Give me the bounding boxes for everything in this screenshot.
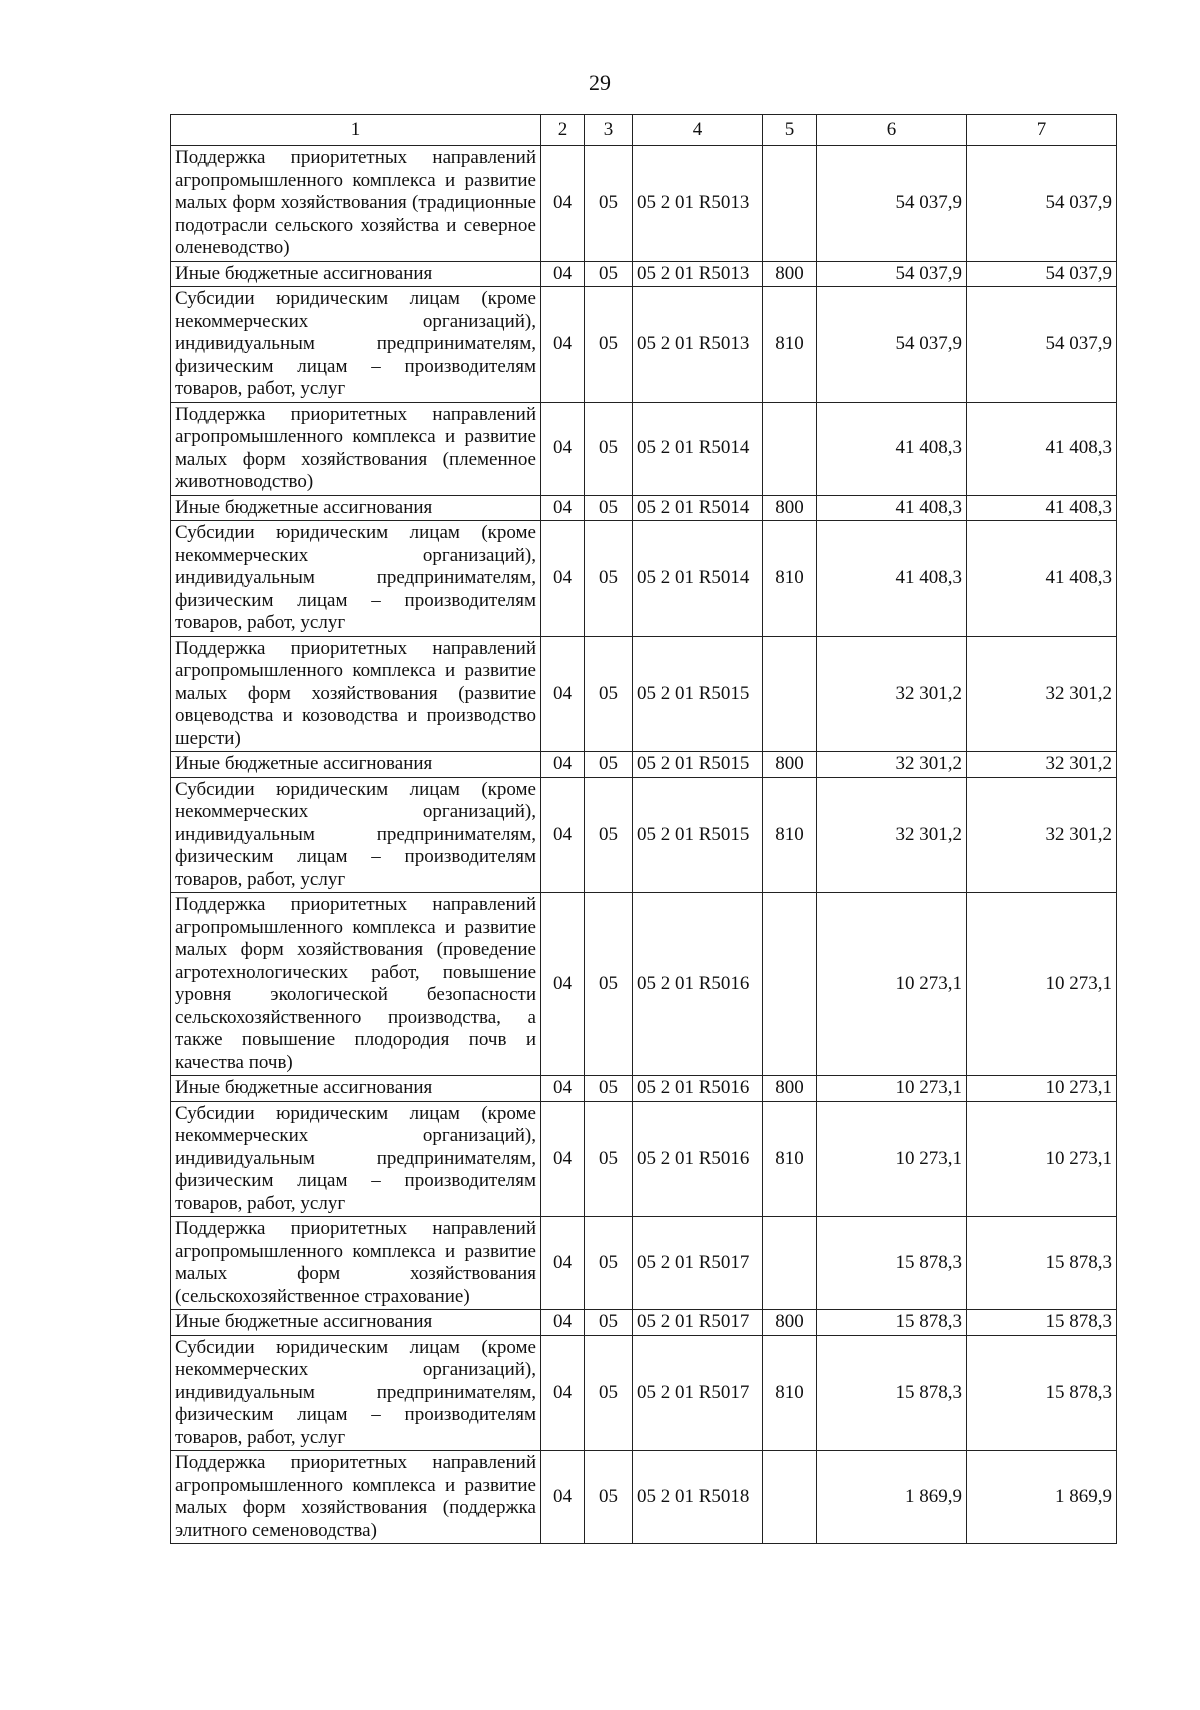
amount-cell-col6: 54 037,9 [817,261,967,287]
target-article-cell: 05 2 01 R5018 [633,1451,763,1544]
section-cell: 04 [541,1335,585,1451]
table-row [171,146,1117,262]
row-name-cell: Иные бюджетные ассигнования [171,1076,541,1102]
subsection-cell: 05 [585,1217,633,1310]
subsection-cell: 05 [585,287,633,403]
target-article-cell: 05 2 01 R5013 [633,146,763,262]
amount-cell-col7: 54 037,9 [967,261,1117,287]
amount-cell-col6: 1 869,9 [817,1451,967,1544]
subsection-cell: 05 [585,1310,633,1336]
expense-type-cell: 810 [763,521,817,637]
expense-type-cell [763,1217,817,1310]
subsection-cell: 05 [585,636,633,752]
subsection-cell: 05 [585,402,633,495]
target-article-cell: 05 2 01 R5016 [633,893,763,1076]
table-row [171,1076,1117,1102]
section-cell: 04 [541,146,585,262]
table-row [171,1101,1117,1217]
amount-cell-col7: 15 878,3 [967,1310,1117,1336]
table-row [171,777,1117,893]
expense-type-cell [763,1451,817,1544]
subsection-cell: 05 [585,261,633,287]
target-article-cell: 05 2 01 R5013 [633,287,763,403]
amount-cell-col6: 32 301,2 [817,752,967,778]
amount-cell-col7: 32 301,2 [967,777,1117,893]
row-name-cell: Субсидии юридическим лицам (кроме некоммерческих организаций), индивидуальным предпринимателям, физическим лицам – производителям товаров, работ, услуг [171,287,541,403]
amount-cell-col6: 15 878,3 [817,1310,967,1336]
table-row [171,1217,1117,1310]
section-cell: 04 [541,402,585,495]
table-row [171,1310,1117,1336]
section-cell: 04 [541,777,585,893]
expense-type-cell [763,402,817,495]
row-name-cell: Субсидии юридическим лицам (кроме некоммерческих организаций), индивидуальным предпринимателям, физическим лицам – производителям товаров, работ, услуг [171,777,541,893]
section-cell: 04 [541,636,585,752]
expense-type-cell: 810 [763,1335,817,1451]
amount-cell-col6: 15 878,3 [817,1217,967,1310]
amount-cell-col6: 32 301,2 [817,777,967,893]
section-cell: 04 [541,893,585,1076]
section-cell: 04 [541,1101,585,1217]
amount-cell-col6: 54 037,9 [817,287,967,403]
target-article-cell: 05 2 01 R5016 [633,1101,763,1217]
amount-cell-col6: 41 408,3 [817,521,967,637]
amount-cell-col7: 10 273,1 [967,1101,1117,1217]
row-name-cell: Субсидии юридическим лицам (кроме некоммерческих организаций), индивидуальным предпринимателям, физическим лицам – производителям товаров, работ, услуг [171,1101,541,1217]
row-name-cell: Субсидии юридическим лицам (кроме некоммерческих организаций), индивидуальным предпринимателям, физическим лицам – производителям товаров, работ, услуг [171,521,541,637]
amount-cell-col7: 41 408,3 [967,521,1117,637]
subsection-cell: 05 [585,495,633,521]
budget-table [170,114,1117,1544]
expense-type-cell: 800 [763,261,817,287]
amount-cell-col6: 15 878,3 [817,1335,967,1451]
section-cell: 04 [541,261,585,287]
column-header: 5 [763,115,817,146]
section-cell: 04 [541,752,585,778]
amount-cell-col7: 41 408,3 [967,402,1117,495]
row-name-cell: Иные бюджетные ассигнования [171,1310,541,1336]
target-article-cell: 05 2 01 R5014 [633,495,763,521]
expense-type-cell: 800 [763,752,817,778]
amount-cell-col6: 10 273,1 [817,1101,967,1217]
amount-cell-col6: 10 273,1 [817,1076,967,1102]
target-article-cell: 05 2 01 R5015 [633,636,763,752]
column-header: 2 [541,115,585,146]
table-row [171,636,1117,752]
row-name-cell: Поддержка приоритетных направлений агропромышленного комплекса и развитие малых форм хозяйствования (сельскохозяйственное страхование) [171,1217,541,1310]
subsection-cell: 05 [585,1335,633,1451]
expense-type-cell [763,146,817,262]
row-name-cell: Поддержка приоритетных направлений агропромышленного комплекса и развитие малых форм хозяйствования (племенное животноводство) [171,402,541,495]
subsection-cell: 05 [585,1076,633,1102]
amount-cell-col7: 15 878,3 [967,1217,1117,1310]
amount-cell-col6: 32 301,2 [817,636,967,752]
target-article-cell: 05 2 01 R5015 [633,777,763,893]
expense-type-cell [763,636,817,752]
expense-type-cell: 810 [763,1101,817,1217]
column-header: 6 [817,115,967,146]
target-article-cell: 05 2 01 R5017 [633,1217,763,1310]
expense-type-cell: 810 [763,287,817,403]
row-name-cell: Поддержка приоритетных направлений агропромышленного комплекса и развитие малых форм хозяйствования (традиционные подотрасли сельского хозяйства и северное оленеводство) [171,146,541,262]
table-row [171,1451,1117,1544]
target-article-cell: 05 2 01 R5013 [633,261,763,287]
table-header-row [171,115,1117,146]
table-row [171,752,1117,778]
section-cell: 04 [541,287,585,403]
table-row [171,402,1117,495]
row-name-cell: Поддержка приоритетных направлений агропромышленного комплекса и развитие малых форм хозяйствования (проведение агротехнологических работ, повышение уровня экологической безопасности сельскохозяйственного производства, а также повышение плодородия почв и качества почв) [171,893,541,1076]
row-name-cell: Иные бюджетные ассигнования [171,495,541,521]
section-cell: 04 [541,1217,585,1310]
amount-cell-col6: 10 273,1 [817,893,967,1076]
target-article-cell: 05 2 01 R5017 [633,1310,763,1336]
page-number: 29 [589,70,611,95]
expense-type-cell: 800 [763,495,817,521]
row-name-cell: Поддержка приоритетных направлений агропромышленного комплекса и развитие малых форм хозяйствования (развитие овцеводства и козоводства и производство шерсти) [171,636,541,752]
target-article-cell: 05 2 01 R5017 [633,1335,763,1451]
column-header: 7 [967,115,1117,146]
section-cell: 04 [541,1451,585,1544]
section-cell: 04 [541,495,585,521]
amount-cell-col7: 41 408,3 [967,495,1117,521]
expense-type-cell [763,893,817,1076]
row-name-cell: Иные бюджетные ассигнования [171,752,541,778]
column-header: 3 [585,115,633,146]
table-row [171,287,1117,403]
expense-type-cell: 800 [763,1076,817,1102]
amount-cell-col7: 54 037,9 [967,146,1117,262]
row-name-cell: Поддержка приоритетных направлений агропромышленного комплекса и развитие малых форм хозяйствования (поддержка элитного семеноводства) [171,1451,541,1544]
row-name-cell: Иные бюджетные ассигнования [171,261,541,287]
subsection-cell: 05 [585,1451,633,1544]
amount-cell-col7: 10 273,1 [967,1076,1117,1102]
column-header: 1 [171,115,541,146]
subsection-cell: 05 [585,1101,633,1217]
section-cell: 04 [541,1076,585,1102]
row-name-cell: Субсидии юридическим лицам (кроме некоммерческих организаций), индивидуальным предпринимателям, физическим лицам – производителям товаров, работ, услуг [171,1335,541,1451]
amount-cell-col7: 1 869,9 [967,1451,1117,1544]
table-row [171,261,1117,287]
table-body [171,146,1117,1544]
target-article-cell: 05 2 01 R5014 [633,402,763,495]
amount-cell-col6: 41 408,3 [817,495,967,521]
table-row [171,1335,1117,1451]
subsection-cell: 05 [585,521,633,637]
amount-cell-col7: 32 301,2 [967,636,1117,752]
target-article-cell: 05 2 01 R5016 [633,1076,763,1102]
column-header: 4 [633,115,763,146]
section-cell: 04 [541,1310,585,1336]
subsection-cell: 05 [585,752,633,778]
target-article-cell: 05 2 01 R5014 [633,521,763,637]
amount-cell-col7: 32 301,2 [967,752,1117,778]
subsection-cell: 05 [585,893,633,1076]
target-article-cell: 05 2 01 R5015 [633,752,763,778]
amount-cell-col6: 41 408,3 [817,402,967,495]
subsection-cell: 05 [585,146,633,262]
amount-cell-col7: 54 037,9 [967,287,1117,403]
table-row [171,893,1117,1076]
expense-type-cell: 800 [763,1310,817,1336]
amount-cell-col7: 10 273,1 [967,893,1117,1076]
expense-type-cell: 810 [763,777,817,893]
table-row [171,521,1117,637]
table-row [171,495,1117,521]
section-cell: 04 [541,521,585,637]
amount-cell-col7: 15 878,3 [967,1335,1117,1451]
amount-cell-col6: 54 037,9 [817,146,967,262]
subsection-cell: 05 [585,777,633,893]
